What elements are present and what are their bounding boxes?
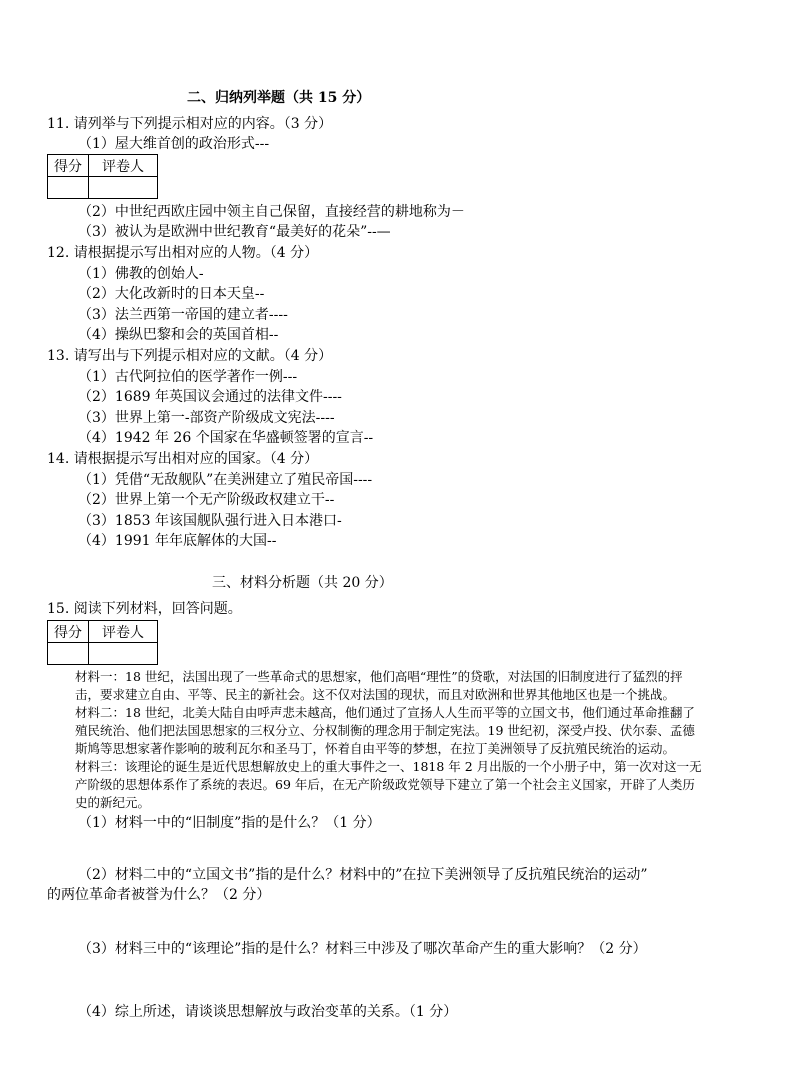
q12-item-1: （1）佛教的创始人- xyxy=(78,266,204,282)
grader-label: 评卷人 xyxy=(89,155,158,177)
q12-stem: 12. 请根据提示写出相对应的人物。（4 分） xyxy=(47,245,319,261)
q13-item-4: （4）1942 年 26 个国家在华盛顿签署的宣言-- xyxy=(78,430,374,446)
material-line: 产阶级的思想体系作了系统的表迟。69 年后，在无产阶级政党领导下建立了第一个社会主义国家，开辟了人类历 xyxy=(75,777,695,792)
section3-heading: 三、材料分析题（共 20 分） xyxy=(212,575,393,591)
material-line: 史的新纪元。 xyxy=(75,795,151,810)
q12-item-3: （3）法兰西第一帝国的建立者---- xyxy=(78,307,288,323)
material-line: 击，要求建立自由、平等、民主的新社会。这不仅对法国的现状，而且对欧洲和世界其他地区也是一个挑战。 xyxy=(75,687,676,702)
score-table-1 xyxy=(47,154,158,199)
score-cell xyxy=(48,177,89,199)
q11-stem: 11. 请列举与下列提示相对应的内容。（3 分） xyxy=(47,116,333,132)
material-line: 材料一：18 世纪，法国出现了一些革命式的思想家，他们高唱“理性”的贷歌，对法国的旧制度进行了猛烈的抨 xyxy=(75,669,683,684)
q13-item-1: （1）古代阿拉伯的医学著作一例--- xyxy=(78,369,298,385)
q14-item-3: （3）1853 年该国舰队强行进入日本港口- xyxy=(78,513,342,529)
q11-item-2: （2）中世纪西欧庄园中领主自己保留，直接经营的耕地称为－ xyxy=(78,204,465,220)
section2-heading: 二、归纳列举题（共 15 分） xyxy=(187,90,371,106)
q14-item-2: （2）世界上第一个无产阶级政权建立干-- xyxy=(78,492,335,508)
q14-item-1: （1）凭借“无敌舰队”在美洲建立了殖民帝国---- xyxy=(78,472,373,488)
grader-cell xyxy=(89,177,158,199)
score-label: 得分 xyxy=(48,621,89,643)
q14-stem: 14. 请根据提示写出相对应的国家。（4 分） xyxy=(47,451,319,467)
q15-sub3: （3）材料三中的“该理论”指的是什么？材料三中涉及了哪次革命产生的重大影响？（2 分） xyxy=(78,941,647,957)
material-line: 斯鸠等思想家著作影响的玻利瓦尔和圣马丁，怀着自由平等的梦想，在拉丁美洲领导了反抗殖民统治的运动。 xyxy=(75,741,676,756)
q13-item-3: （3）世界上第一-部资产阶级成文宪法---- xyxy=(78,410,335,426)
q15-sub2-line1: （2）材料二中的“立国文书”指的是什么？材料中的”在拉下美洲领导了反抗殖民统治的运动” xyxy=(78,867,648,883)
q15-sub2-line2: 的两位革命者被誉为什么？（2 分） xyxy=(47,887,271,903)
q15-stem: 15. 阅读下列材料，回答问题。 xyxy=(47,601,242,617)
q15-sub1: （1）材料一中的“旧制度”指的是什么？（1 分） xyxy=(78,815,381,831)
q13-stem: 13. 请写出与下列提示相对应的文献。（4 分） xyxy=(47,348,333,364)
q12-item-2: （2）大化改新时的日本天皇-- xyxy=(78,286,265,302)
grader-cell xyxy=(89,643,158,665)
q13-item-2: （2）1689 年英国议会通过的法律文件---- xyxy=(78,389,342,405)
q11-item-3: （3）被认为是欧洲中世纪教育“最美好的花朵”--— xyxy=(78,224,391,240)
score-table-2 xyxy=(47,620,158,665)
score-label: 得分 xyxy=(48,155,89,177)
material-line: 材料二：18 世纪，北美大陆自由呼声悲未越高，他们通过了宣扬人人生而平等的立国文书，他们通过革命推翻了 xyxy=(75,705,695,720)
q12-item-4: （4）操纵巴黎和会的英国首相-- xyxy=(78,327,279,343)
q15-sub4: （4）综上所述，请谈谈思想解放与政治变革的关系。（1 分） xyxy=(78,1004,458,1020)
score-cell xyxy=(48,643,89,665)
grader-label: 评卷人 xyxy=(89,621,158,643)
material-line: 殖民统治、他们把法国思想家的三权分立、分权制衡的理念用于制定宪法。19 世纪初，深受卢投、伏尔泰、孟德 xyxy=(75,723,695,738)
q11-item-1: （1）屋大维首创的政治形式--- xyxy=(78,136,270,152)
material-line: 材料三：该理论的诞生是近代思想解放史上的重大事件之一、1818 年 2 月出版的一个小册子中，第一次对这一无 xyxy=(75,759,702,774)
q14-item-4: （4）1991 年年底解体的大国-- xyxy=(78,533,277,549)
